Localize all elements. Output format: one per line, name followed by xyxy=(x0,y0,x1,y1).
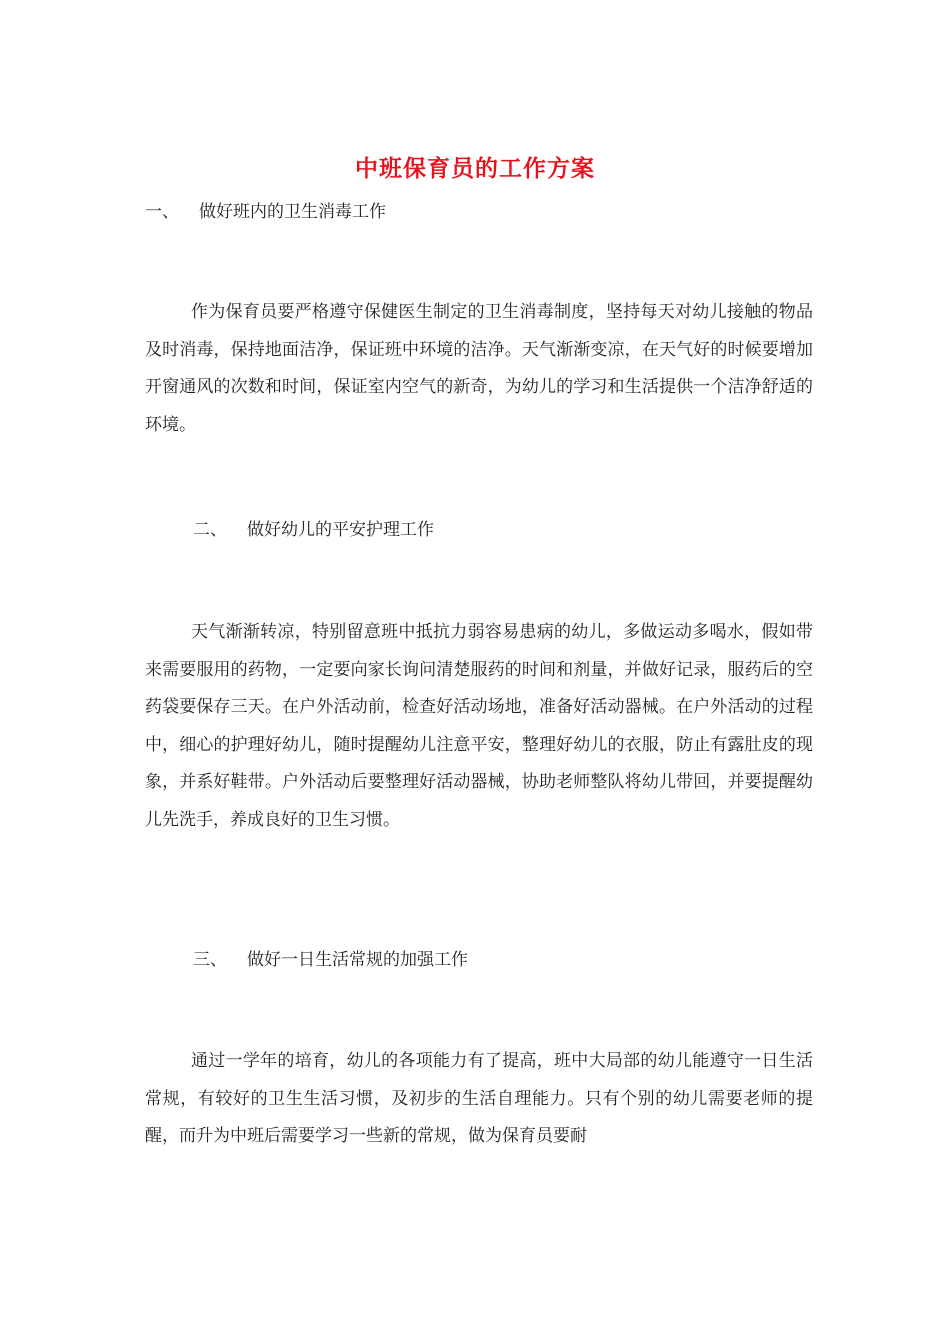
section-number: 二、 xyxy=(193,520,227,540)
section-paragraph-2: 天气渐渐转凉，特别留意班中抵抗力弱容易患病的幼儿，多做运动多喝水，假如带来需要服用的药物，一定要向家长询问清楚服药的时间和剂量，并做好记录，服药后的空药袋要保存三天。在户外活动前，检查好活动场地，准备好活动器械。在户外活动的过程中，细心的护理好幼儿，随时提醒幼儿注意平安，整理好幼儿的衣服，防止有露肚皮的现象，并系好鞋带。户外活动后要整理好活动器械，协助老师整队将幼儿带回，并要提醒幼儿先洗手，养成良好的卫生习惯。 xyxy=(145,622,813,830)
section-paragraph-3: 通过一学年的培育，幼儿的各项能力有了提高，班中大局部的幼儿能遵守一日生活常规，有较好的卫生生活习惯，及初步的生活自理能力。只有个别的幼儿需要老师的提醒，而升为中班后需要学习一些新的常规，做为保育员要耐 xyxy=(145,1051,813,1146)
section-heading-1 xyxy=(145,199,386,225)
document-title: 中班保育员的工作方案 xyxy=(355,155,595,182)
section-paragraph-1: 作为保育员要严格遵守保健医生制定的卫生消毒制度，坚持每天对幼儿接触的物品及时消毒，保持地面洁净，保证班中环境的洁净。天气渐渐变凉，在天气好的时候要增加开窗通风的次数和时间，保证室内空气的新奇，为幼儿的学习和生活提供一个洁净舒适的环境。 xyxy=(145,302,813,435)
section-number: 一、 xyxy=(145,202,179,222)
section-heading-2 xyxy=(193,517,434,543)
section-heading-text: 做好幼儿的平安护理工作 xyxy=(247,520,434,540)
section-heading-text: 做好班内的卫生消毒工作 xyxy=(199,202,386,222)
section-number: 三、 xyxy=(193,950,227,970)
section-heading-3 xyxy=(193,947,468,973)
section-heading-text: 做好一日生活常规的加强工作 xyxy=(247,950,468,970)
